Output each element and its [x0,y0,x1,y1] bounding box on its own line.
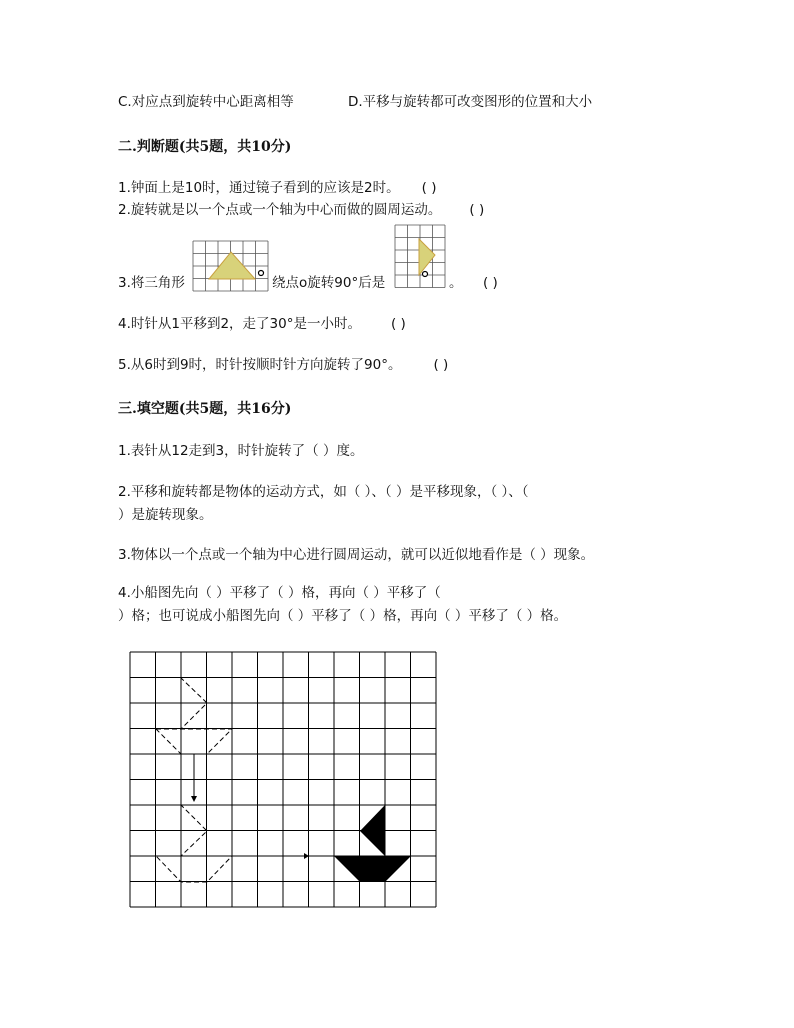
s2-q1-text: 1.钟面上是10时，通过镜子看到的应该是2时。 [118,180,400,196]
option-c: C.对应点到旋转中心距离相等 [118,94,294,110]
s2-q1 [118,178,436,198]
s3-q3: 3.物体以一个点或一个轴为中心进行圆周运动，就可以近似地看作是（ ）现象。 [118,547,595,563]
s2-q5-text: 5.从6时到9时，时针按顺时针方向旋转了90°。 [118,357,402,373]
s3-q4-line2: ）格；也可说成小船图先向（ ）平移了（ ）格，再向（ ）平移了（ ）格。 [118,608,568,624]
triangle-figure-after [395,225,447,293]
dashed-boat-lower [156,805,232,882]
s3-q4-line1: 4.小船图先向（ ）平移了（ ）格，再向（ ）平移了（ [118,585,441,601]
s2-q3-part-b: 绕点o旋转90°后是 [272,275,386,291]
boat-sail [360,805,385,856]
s3-q2-line1: 2.平移和旋转都是物体的运动方式，如（ ）、（ ）是平移现象，（ ）、（ [118,484,529,500]
s2-q3-part-c: 。 [449,275,463,291]
section2-heading: 二.判断题(共5题，共10分) [118,139,292,155]
s2-q2-paren: ( ) [469,202,485,218]
boat-translation-grid [130,652,438,908]
s2-q4 [118,314,406,334]
s2-q4-paren: ( ) [391,316,406,332]
s3-q2-line2: ）是旋转现象。 [118,507,213,523]
s2-q3-part-a: 3.将三角形 [118,275,185,291]
triangle-figure-before [193,241,269,293]
dashed-boat-upper [156,678,232,754]
s3-q1: 1.表针从12走到3，时针旋转了（ ）度。 [118,443,364,459]
rotation-point-o [259,271,264,276]
boat-hull [334,856,411,882]
section3-heading: 三.填空题(共5题，共16分) [118,401,292,417]
s2-q2-text: 2.旋转就是以一个点或一个轴为中心而做的圆周运动。 [118,202,442,218]
s2-q5-paren: ( ) [433,357,449,373]
s2-q3-paren: ( ) [483,275,498,291]
s2-q4-text: 4.时针从1平移到2，走了30°是一小时。 [118,316,361,332]
yellow-triangle [209,252,255,279]
s2-q5 [118,355,448,375]
rotation-point-o-after [423,272,428,277]
option-d: D.平移与旋转都可改变图形的位置和大小 [348,94,593,110]
s2-q1-paren: ( ) [421,180,437,196]
down-arrow-head [191,796,197,802]
s2-q2 [118,200,484,220]
